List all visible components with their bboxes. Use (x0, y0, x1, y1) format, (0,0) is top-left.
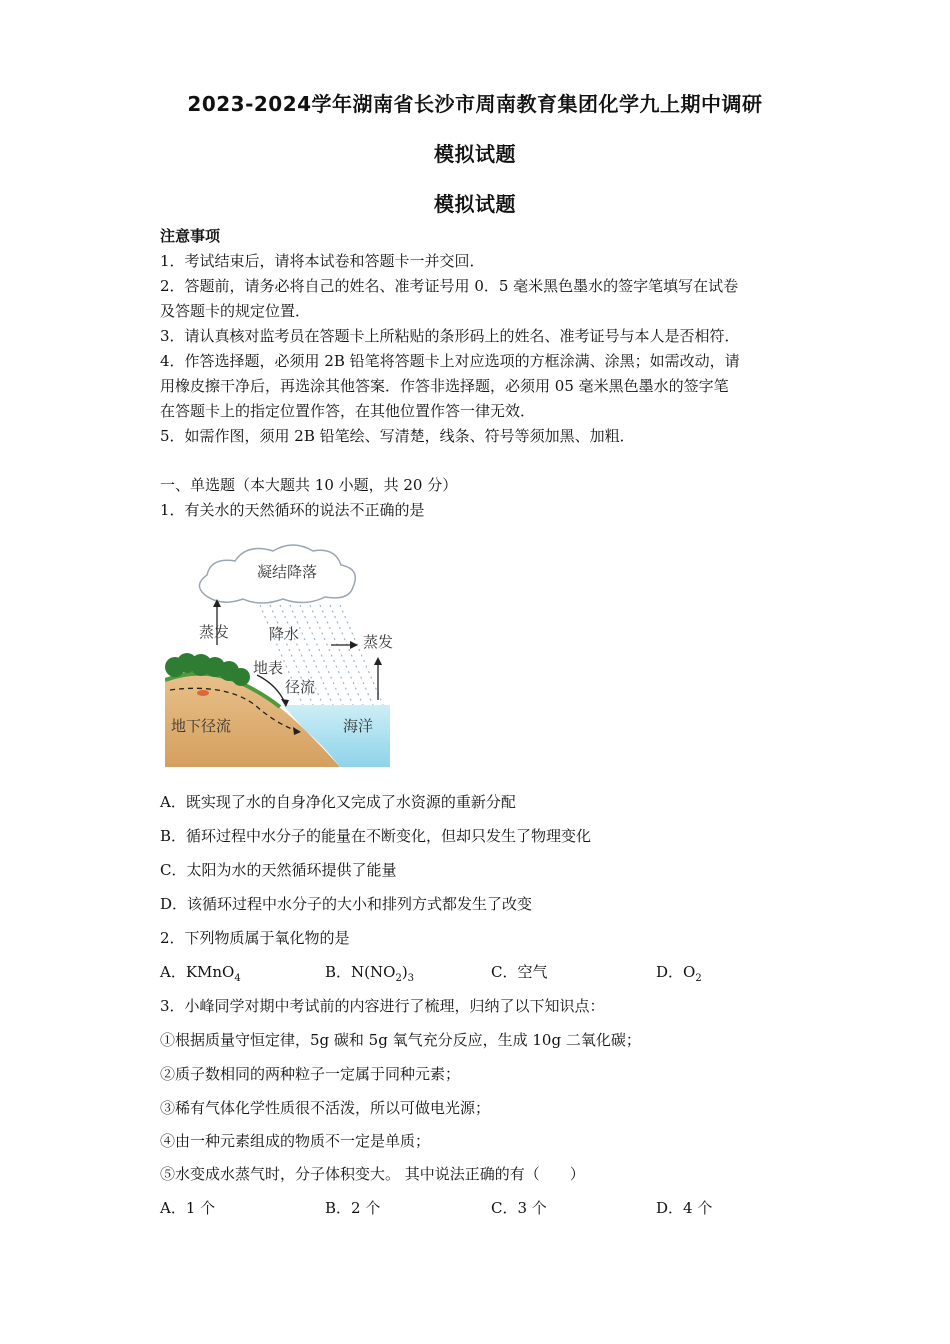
notice-line: 2．答题前，请务必将自己的姓名、准考证号用 0．5 毫米黑色墨水的签字笔填写在试卷 (160, 277, 739, 295)
question-3-option-b: B．2 个 (325, 1199, 381, 1217)
page-subtitle: 模拟试题 (434, 192, 516, 216)
question-1-option-b: B．循环过程中水分子的能量在不断变化，但却只发生了物理变化 (160, 827, 592, 845)
label-cloud: 凝结降落 (257, 563, 318, 581)
question-3-point: ③稀有气体化学性质很不活泼，所以可做电光源； (160, 1099, 491, 1117)
question-3-point: ②质子数相同的两种粒子一定属于同种元素； (160, 1065, 461, 1083)
label-surface: 地表 (253, 659, 284, 677)
notice-line: 4．作答选择题，必须用 2B 铅笔将答题卡上对应选项的方框涂满、涂黑；如需改动，请 (160, 352, 740, 370)
question-3-option-c: C．3 个 (491, 1199, 547, 1217)
label-evap-left: 蒸发 (199, 623, 230, 641)
label-runoff: 径流 (285, 678, 316, 696)
label-groundwater: 地下径流 (171, 717, 232, 735)
question-2-option-b: B．$N(NO_2)_3$ (325, 963, 415, 984)
question-2-option-d: D．$O_2$ (656, 963, 702, 984)
question-3-point: ①根据质量守恒定律，5g 碳和 5g 氧气充分反应，生成 10g 二氧化碳； (160, 1031, 641, 1049)
page-title-line1: 2023-2024学年湖南省长沙市周南教育集团化学九上期中调研 (187, 92, 763, 116)
notice-line: 1．考试结束后，请将本试卷和答题卡一并交回． (160, 252, 485, 270)
question-1-stem: 1．有关水的天然循环的说法不正确的是 (160, 501, 425, 519)
question-2-option-c: C．空气 (491, 963, 548, 981)
label-ocean: 海洋 (343, 717, 374, 735)
notice-line: 3．请认真核对监考员在答题卡上所粘贴的条形码上的姓名、准考证号与本人是否相符． (160, 327, 740, 345)
notice-line: 5．如需作图，须用 2B 铅笔绘、写清楚，线条、符号等须加黑、加粗． (160, 427, 635, 445)
question-3-option-a: A．1 个 (160, 1199, 216, 1217)
question-3-option-d: D．4 个 (656, 1199, 713, 1217)
question-2-option-a: A．KMnO$_4$ (160, 963, 241, 984)
question-3-stem: 3．小峰同学对期中考试前的内容进行了梳理，归纳了以下知识点： (160, 997, 605, 1015)
question-1-option-a: A．既实现了水的自身净化又完成了水资源的重新分配 (160, 793, 516, 811)
label-evap-right: 蒸发 (363, 633, 394, 651)
label-rain: 降水 (269, 625, 300, 643)
question-2-options (160, 961, 720, 983)
page-title-line2: 模拟试题 (434, 142, 516, 166)
notice-line: 在答题卡上的指定位置作答，在其他位置作答一律无效． (160, 402, 536, 420)
question-3-point: ④由一种元素组成的物质不一定是单质； (160, 1132, 431, 1150)
rain-drops (260, 605, 383, 710)
question-3-options (160, 1197, 760, 1219)
question-1-option-c: C．太阳为水的天然循环提供了能量 (160, 861, 397, 879)
notice-line: 及答题卡的规定位置． (160, 302, 311, 320)
water-cycle-diagram (165, 535, 400, 767)
question-3-point: ⑤水变成水蒸气时，分子体积变大。 其中说法正确的有（ ） (160, 1165, 585, 1183)
question-1-option-d: D．该循环过程中水分子的大小和排列方式都发生了改变 (160, 895, 533, 913)
notice-heading: 注意事项 (160, 227, 221, 245)
section-heading: 一、单选题（本大题共 10 小题，共 20 分） (160, 476, 458, 494)
question-2-stem: 2．下列物质属于氧化物的是 (160, 929, 350, 947)
notice-line: 用橡皮擦干净后，再选涂其他答案．作答非选择题，必须用 05 毫米黑色墨水的签字笔 (160, 377, 729, 395)
